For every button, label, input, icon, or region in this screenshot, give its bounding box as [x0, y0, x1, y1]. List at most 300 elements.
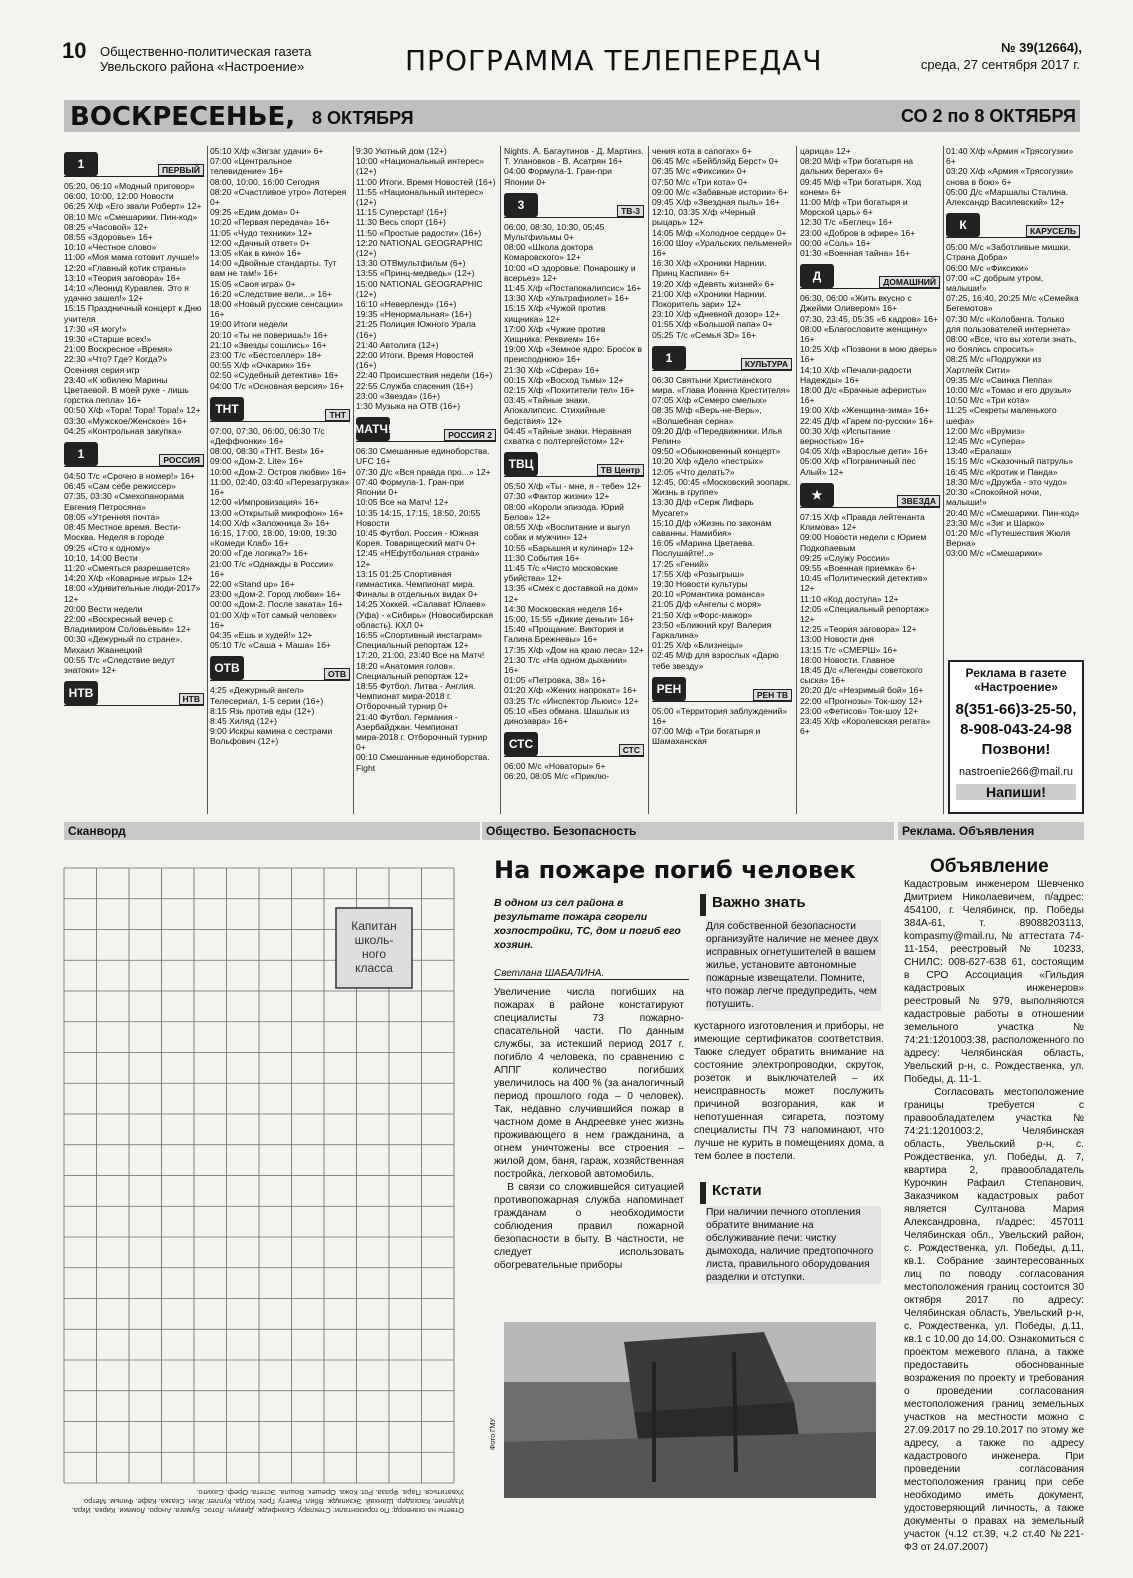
program-item: 13:40 «Ералаш» [946, 446, 1012, 457]
article-body-1: Увеличение числа погибших на пожарах в районе констатируют специалисты 73 пожарно-спасательной части. По данным службы, за истекший период 2017 г. погибло 4 человека, по сравнению с АППГ количество погибших увеличилось на 400 % (за аналогичный период прошлого года – 0 человек). Так, недавно случившийся пожар в частном доме в Андреевке унес жизнь проживающего в нем гражданина, а огнем уничтожены все строения – жилой дом, баня, гараж, хозяйственная постройка, легковой автомобиль. В связи со сложившейся ситуацией противопожарная служба напоминает гражданам о необходимости соблюдения правил пожарной безопасности в быту. В частности, не следует использовать обогревательные приборы [494, 987, 684, 1271]
program-item: 14:05 М/ф «Холодное сердце» 0+ [652, 227, 787, 238]
program-item: 04:45 «Тайные знаки. Неравная схватка с полтергейстом» 12+ [504, 425, 634, 447]
program-item: 22:30 «Что? Где? Когда?» Осенняя серия игр [64, 354, 170, 375]
program-item: 15:10 Д/ф «Жизнь по законам саванны. Намибия» [652, 517, 774, 538]
program-item: 10:00 «Национальный интерес» (12+) [356, 156, 487, 177]
ad-paper: «Настроение» [974, 680, 1058, 694]
program-item: 11:10 «Код доступа» 12+ [800, 593, 899, 604]
program-item: 02:45 М/ф для взрослых «Дарю тебе звезду» [652, 650, 782, 671]
ad-call: Позвони! [981, 741, 1051, 758]
channel-logo-icon: 1 [652, 346, 686, 370]
program-item: 00:00 «Дом-2. После заката» 16+ [210, 599, 343, 610]
page-title: ПРОГРАММА ТЕЛЕПЕРЕДАЧ [405, 44, 823, 77]
program-item: 22:00 «Прогнозы» Ток-шоу 12+ [800, 695, 924, 706]
program-item: 10:00 «О здоровье: Понарошку и всерьез» 12+ [504, 262, 639, 283]
ad-phone-1: 8(351-66)3-25-50, [955, 701, 1077, 718]
tv-column-5 [652, 146, 795, 814]
program-item: 09:25 «Едим дома» 0+ [210, 207, 300, 218]
notice-text: Кадастровым инженером Шевченко Дмитрием Николаевичем, п/адрес: 454100, г. Челябинск, пр. Победы 384А-61, т. 89088203113, kompasmy@mail.ru, № аттестата 74-11-154, реестровый № 10233, СНИЛС: 008-627-638 61, состоящим в СРО Ассоциация «Гильдия кадастровых инженеров» реестровый № 979, выполняются кадастровые работы в отношении земельного участка № 74:21:1201003:38, расположенного по адресу: Челябинская область, Увельский р-н, с. Рождественка, ул. Победы, д. 11-1. Согласовать местоположение границы требуется с правообладателем участка № 74:21:1201003:2, Челябинская область, Увельский р-н, с. Рождественка, ул. Победы, д. 7, квартира 2, правообладатель Курочкин Рафаил Степанович. Заказчиком кадастровых работ является Султанова Мария Александровна, п/адрес: 457011 Челябинская обл., Увельский район, с. Рождественка, ул. Победы, д.11, кв.1. Собрание заинтересованных лиц по поводу согласования местоположения границ состоится 30 октября 2017 по адресу: Челябинская область, Увельский р-н, с. Рождественка, ул. Победы, д.11, кв.1 с 10.00 до 14.00. Ознакомиться с проектом межевого плана, а также предоставить обоснованные возражения по проекту и требования о проведении согласования местоположения границ земельных участков на местности можно с 27.09.2017 по 29.10.2017 по этому же адресу, а также по адресу кадастрового инженера. При проведении согласования местоположения границ при себе необходимо иметь документ, удостоверяющий личность, а также документы о правах на земельный участок (ч.12 ст.39, ч.2 ст.40 №221-ФЗ от 24.07.2007) [904, 879, 1084, 1553]
program-item: 03:30 «Мужское/Женское» 16+ [64, 415, 187, 426]
program-item: 14:20 Х/ф «Коварные игры» 12+ [64, 573, 193, 584]
program-item: 13:55 «Принц-медведь» (12+) [356, 268, 475, 279]
program-item: 09:55 «Военная приемка» 6+ [800, 562, 916, 573]
program-item: 09:25 «Служу России» [800, 552, 890, 563]
channel-header [504, 450, 644, 477]
program-item: 11:55 «Национальный интерес» (12+) [356, 186, 486, 208]
program-item: 11:50 «Простые радости» (16+) [356, 227, 482, 238]
program-item: 23:00 Т/с «Бестселлер» 18+ [210, 350, 322, 361]
ad-title: Реклама в газете [965, 666, 1067, 680]
program-item: 09:00 «Дом-2. Lite» 16+ [210, 456, 304, 467]
day-name: ВОСКРЕСЕНЬЕ, [70, 102, 296, 132]
channel-header [64, 440, 204, 467]
channel-logo-icon: НТВ [64, 681, 98, 705]
program-item: 13:05 «Как в кино» 16+ [210, 248, 302, 259]
program-item: 16:05 «Марина Цветаева. Послушайте!..» [652, 538, 757, 559]
program-item: 15:15 Праздничный концерт к Дню учителя [64, 303, 204, 324]
channel-logo-icon: Д [800, 264, 834, 288]
program-item: 05:00 Х/ф «Пограничный пес Алый» 12+ [800, 456, 919, 477]
program-item: 07:00 «Центральное телевидение» 16+ [210, 156, 295, 177]
program-item: 06:45 «Сам себе режиссер» [64, 481, 176, 492]
program-item: 19:30 Новости культуры [652, 578, 748, 589]
program-item: 22:40 Происшествия недели (16+) [356, 370, 493, 381]
program-item: 19:35 «Ненормальная» (16+) [356, 309, 472, 320]
program-item: 10:35 14:15, 17:15, 18:50, 20:55 Новости [356, 507, 483, 528]
program-item: 05:10 Т/с «Саша + Маша» 16+ [210, 640, 331, 651]
program-item: 9:00 Искры камина с сестрами Вольфович (12+) [210, 726, 335, 747]
program-item: 10:20 «Первая передача» 16+ [210, 217, 331, 228]
channel-header [504, 730, 644, 757]
program-item: 00:50 Х/ф «Тора! Тора! Тора!» 12+ [64, 405, 201, 416]
program-item: 23:00 «Добров в эфире» 16+ [800, 227, 916, 238]
program-item: 19:00 Итоги недели [210, 319, 288, 330]
important-marker [700, 894, 706, 916]
program-item: 11:30 События 16+ [504, 552, 580, 563]
article-body-2: кустарного изготовления и приборы, не имеющие сертификатов соответствия. Также следует обратить внимание на состояние электропроводки, скруток, розеток и выключателей – их неисправность может послужить причиной возгорания, как и непотушенная сигарета, поэтому специалисты ПЧ 73 напоминают, что лучше не курить в помещениях дома, а тем более в постели. [694, 1021, 884, 1162]
program-item: 06:00 М/с «Фиксики» [946, 262, 1029, 273]
week-range: СО 2 по 8 ОКТЯБРЯ [900, 106, 1076, 126]
program-item: 06:00, 10:00, 12:00 Новости [64, 191, 174, 202]
program-item: 03:25 Т/с «Инспектор Льюис» 12+ [504, 695, 639, 706]
program-item: 04:35 «Ешь и худей!» 12+ [210, 629, 313, 640]
program-item: 08:00, 08:30 «ТНТ. Best» 16+ [210, 446, 325, 457]
program-item: 01:05 «Петровка, 38» 16+ [504, 675, 607, 686]
program-item: 21:40 Футбол. Германия - Азербайджан. Чемпионат мира-2018 г. Отборочный турнир 0+ [356, 711, 490, 753]
channel-logo-icon: ТВЦ [504, 452, 538, 476]
program-item: 08:25 «Часовой» 12+ [64, 221, 149, 232]
ad-email[interactable]: nastroenie266@mail.ru [959, 766, 1073, 778]
channel-name: ПЕРВЫЙ [158, 164, 204, 176]
channel-logo-icon: РЕН [652, 677, 686, 701]
fire-photo [504, 1322, 876, 1498]
program-item: 12:25 «Теория заговора» 12+ [800, 624, 917, 635]
program-item: 07:30, 23:45, 05:35 «6 кадров» 16+ [800, 313, 939, 324]
program-item: 10:10 «Честное слово» [64, 242, 157, 253]
program-item: 15:00, 15:55 «Дикие деньги» 16+ [504, 613, 634, 624]
program-item: 17:30 «Я могу!» [64, 323, 127, 334]
program-item: 20:00 Вести недели [64, 603, 143, 614]
important-text: Для собственной безопасности организуйте наличие не менее двух исправных огнетушителей в вашем жилье, установите автономные пожарные извещатели. Помните, что пожар легче предупредить, чем потушить. [706, 920, 881, 1011]
program-item: царица» 12+ [800, 146, 851, 156]
program-item: 17:20, 21:00, 23:40 Все на Матч! [356, 650, 485, 661]
program-item: 22:00 «Stand up» 16+ [210, 578, 295, 589]
program-item: 07:50 М/с «Три кота» 0+ [652, 176, 748, 187]
channel-name: ТВ-3 [617, 205, 644, 217]
program-item: 14:00 Х/ф «Заложница 3» 16+ [210, 517, 330, 528]
program-item: Nights. А. Багаутинов - Д. Мартинз. Т. Улановков - В. Асатрян 16+ [504, 146, 646, 167]
program-item: 08:00 «Все, что вы хотели знать, но боялись спросить» [946, 334, 1079, 355]
program-item: 09:00 Новости недели с Юрием Подкопаевым [800, 532, 929, 553]
channel-header [356, 415, 496, 442]
channel-logo-icon: ТНТ [210, 397, 244, 421]
program-item: 23:00 «Фетисов» Ток-шоу 12+ [800, 705, 919, 716]
program-item: 13:15 Т/с «СМЕРШ» 16+ [800, 644, 898, 655]
program-item: 05:50 Х/ф «Ты - мне, я - тебе» 12+ [504, 481, 642, 492]
channel-header [946, 211, 1080, 238]
program-item: 02:15 Х/ф «Похитители тел» 16+ [504, 385, 635, 396]
ad-phones [950, 700, 1082, 760]
program-item: 10:55 «Барышня и кулинар» 12+ [504, 542, 634, 553]
program-item: 08:55 «Здоровье» 16+ [64, 232, 153, 243]
program-item: 18:30 М/с «Дружба - это чудо» [946, 476, 1068, 487]
channel-name: КУЛЬТУРА [741, 358, 792, 370]
program-item: 07:30 Д/с «Вся правда про...» 12+ [356, 466, 491, 477]
program-item: 13:30 ОТВмультфильм (6+) [356, 258, 466, 269]
program-item: 11:30 Весь спорт (16+) [356, 217, 446, 228]
program-item: 15:40 «Прощание. Виктория и Галина Брежневы» 16+ [504, 624, 627, 645]
channel-name: РЕН ТВ [753, 689, 792, 701]
ad-cta: Напиши! [956, 784, 1076, 800]
program-item: 01:40 Х/ф «Армия «Трясогузки» 6+ [946, 146, 1076, 167]
program-item: 05:10 Х/ф «Зигзаг удачи» 6+ [210, 146, 324, 156]
column-divider [353, 146, 354, 814]
program-item: 11:45 Х/ф «Постапокалипсис» 16+ [504, 283, 642, 294]
program-item: 06:45 М/с «Бейблэйд Берст» 0+ [652, 156, 779, 167]
program-item: 09:35 М/с «Свинка Пеппа» [946, 374, 1053, 385]
program-item: 20:10 «Ты не поверишь!» 16+ [210, 329, 328, 340]
program-item: 19:00 Х/ф «Земное ядро: Бросок в преисподнюю» 16+ [504, 344, 645, 365]
scanword-answers: Ответы на сканворд: По горизонтали: Стекляру. Сканфидж. Дивиун. Лотос. Бумага. Аноро. Ломаки. Кирка. Икра. Изделие. Каскадер. Шанхай. Экзипадж. Вбил. Ракету. Грех. Когда. Куплет. Жан. Сказка. Кафе. Фильм. Метро. Ухватиться. Пара. Фраза. Рот. Кожа. Орешек. Вошла. Эстета. Ореф. Сахито. [71, 1488, 464, 1515]
program-item: 8:15 Язь против еды (12+) [210, 705, 315, 716]
program-item: 9:30 Уютный дом (12+) [356, 146, 447, 156]
program-item: 01:20 М/с «Путешествия Жюля Верна» [946, 527, 1073, 549]
program-item: 07:30 М/с «Колобанга. Только для пользователей интернета» [946, 313, 1071, 334]
program-item: 23:00 «Звезда» (16+) [356, 390, 440, 401]
program-item: 20:40 М/с «Смешарики. Пин-код» [946, 507, 1080, 518]
channel-logo-icon: ★ [800, 483, 834, 507]
channel-name: НТВ [179, 693, 204, 705]
program-item: 16:55 «Спортивный инстаграм» Специальный репортаж 12+ [356, 629, 485, 651]
program-item: 06:30 Святыни Христианского мира. «Глава Иоанна Крестителя» [652, 374, 791, 396]
program-item: 13:30 Д/ф «Серж Лифарь Мусагет» [652, 497, 757, 518]
channel-logo-icon: 3 [504, 193, 538, 217]
program-item: 21:30 Х/ф «Сфера» 16+ [504, 364, 600, 375]
program-item: 19:20 Х/ф «Девять жизней» 6+ [652, 278, 775, 289]
program-item: 23:00 «Дом-2. Город любви» 16+ [210, 589, 341, 600]
program-item: 01:25 Х/ф «Близнецы» [652, 640, 743, 651]
channel-logo-icon: СТС [504, 732, 538, 756]
issue-number: № 39(12664), [1001, 40, 1082, 55]
channel-logo-icon: 1 [64, 152, 98, 176]
channel-logo-icon: К [946, 213, 980, 237]
program-item: 21:00 Т/с «Однажды в России» 16+ [210, 558, 336, 579]
program-item: 07:40 Формула-1. Гран-при Японии 0+ [356, 476, 467, 498]
program-item: 07:00 М/ф «Три богатыря и Шамаханская [652, 726, 763, 747]
program-item: 21:05 Д/ф «Ангелы с моря» [652, 599, 762, 610]
program-item: 1:30 Музыка на ОТВ (16+) [356, 401, 461, 412]
program-item: 11:20 «Смеяться разрешается» [64, 562, 191, 573]
channel-header [800, 481, 940, 508]
notice-title: Объявление [930, 856, 1049, 877]
program-item: 21:00 Х/ф «Хроники Нарнии. Покоритель зари» 12+ [652, 288, 769, 310]
program-item: 16:10 «Неверленд» (16+) [356, 299, 457, 310]
program-item: 15:00 NATIONAL GEOGRAPHIC (12+) [356, 278, 485, 299]
program-item: 00:55 Т/с «Следствие ведут знатоки» 12+ [64, 654, 178, 675]
program-item: 01:20 Х/ф «Жених напрокат» 16+ [504, 685, 638, 696]
program-item: 06:30 Смешанные единоборства. UFC 16+ [356, 446, 492, 467]
kstati-title: Кстати [712, 1182, 762, 1199]
program-item: 12:05 «Специальный репортаж» 12+ [800, 603, 932, 624]
program-item: 21:30 Т/с «На одном дыхании» 16+ [504, 654, 630, 675]
program-item: 11:25 «Секреты маленького шефа» [946, 405, 1060, 426]
tv-column-7 [946, 146, 1080, 656]
program-item: 17:55 Х/ф «Розыгрыш» [652, 568, 745, 579]
article-author: Светлана ШАБАЛИНА. [494, 968, 689, 980]
program-item: 22:00 «Воскресный вечер с Владимиром Соловьевым» 12+ [64, 613, 191, 635]
tv-column-2 [210, 146, 350, 814]
channel-logo-icon: 1 [64, 442, 98, 466]
program-item: 05:10 «Без обмана. Шашлык из динозавра» 16+ [504, 705, 632, 726]
channel-header [652, 675, 792, 702]
program-item: 11:45 Т/с «Чисто московские убийства» 12+ [504, 562, 621, 584]
program-item: 4:25 «Дежурный ангел» Телесериал, 1-5 серии (16+) [210, 685, 324, 706]
paper-name-line-1: Общественно-политическая газета [100, 44, 312, 59]
kstati-text: При наличии печного отопления обратите внимание на обслуживание печи: чистку дымохода, наличие предтопочного листа, правильного оборудования разделки и отступки. [706, 1206, 881, 1284]
program-item: 16:00 Шоу «Уральских пельменей» 16+ [652, 237, 795, 259]
program-item: 21:10 «Звезды сошлись» 16+ [210, 339, 327, 350]
program-item: 12:45 «НЕфутбольная страна» 12+ [356, 548, 482, 569]
program-item: 18:55 Футбол. Литва - Англия. Чемпионат мира-2018 г. Отборочный турнир 0+ [356, 680, 478, 712]
channel-header [64, 150, 204, 177]
program-item: 20:00 «Где логика?» 16+ [210, 548, 309, 559]
program-item: 10:25 Х/ф «Позвони в мою дверь» 16+ [800, 344, 940, 365]
program-item: 12:00 «Импровизация» 16+ [210, 497, 320, 508]
program-item: 04:25 «Контрольная закупка» [64, 425, 182, 436]
program-item: 14:10 Х/ф «Печали-радости Надежды» 16+ [800, 364, 914, 385]
program-item: 11:00 Итоги. Время Новостей (16+) [356, 176, 496, 187]
program-item: 03:20 Х/ф «Армия «Трясогузки» снова в бою» 6+ [946, 166, 1076, 187]
program-item: 01:00 Х/ф «Тот самый человек» 16+ [210, 609, 340, 630]
program-item: 07:05 Х/ф «Семеро смелых» [652, 395, 767, 406]
program-item: 13:35 «Смех с доставкой на дом» 12+ [504, 583, 641, 604]
program-item: 08:45 Местное время. Вести-Москва. Неделя в городе [64, 522, 181, 543]
tv-column-6 [800, 146, 940, 814]
program-item: 18:00 «Удивительные люди-2017» 12+ [64, 583, 203, 604]
program-item: 22:45 Д/ф «Гарем по-русски» 16+ [800, 415, 934, 426]
program-item: 05:00 Д/с «Маршалы Сталина. Александр Василевский» 12+ [946, 186, 1071, 208]
program-item: 12:45 М/с «Супера» [946, 436, 1026, 447]
program-item: 12:05 «Что делать?» [652, 466, 735, 477]
program-item: 03:00 М/с «Смешарики» [946, 548, 1043, 559]
program-item: 07:00, 07:30, 06:00, 06:30 Т/с «Деффчонки» 16+ [210, 425, 328, 447]
channel-header [210, 395, 350, 422]
program-item: 08:00 «Короли эпизода. Юрий Белов» 12+ [504, 501, 627, 522]
page-number: 10 [62, 38, 87, 63]
program-item: 18:00 «Новый русские сенсации» 16+ [210, 299, 346, 320]
column-divider [796, 146, 797, 814]
channel-name: КАРУСЕЛЬ [1026, 225, 1080, 237]
program-item: 8:45 Хиляд (12+) [210, 715, 278, 726]
issue-date: среда, 27 сентября 2017 г. [920, 57, 1080, 72]
program-item: 18:20 «Анатомия голов». Специальный репортаж 12+ [356, 660, 469, 681]
channel-name: РОССИЯ [159, 454, 204, 466]
program-item: 11:15 Суперстар! (16+) [356, 207, 447, 218]
program-item: 10:05 Все на Матч! 12+ [356, 497, 449, 508]
scanword-grid [64, 868, 454, 1483]
program-item: 00:30 Х/ф «Испытание верностью» 16+ [800, 425, 893, 447]
program-item: 23:40 «К юбилею Марины Цветаевой. В моей руке - лишь горстка пепла» 16+ [64, 374, 192, 406]
program-item: 09:20 Д/ф «Передвижники. Илья Репин» [652, 425, 785, 447]
day-date: 8 ОКТЯБРЯ [312, 108, 414, 128]
program-item: 02:50 «Судебный детектив» 16+ [210, 370, 339, 381]
channel-logo-icon: ОТВ [210, 656, 244, 680]
program-item: 16:15, 17:00, 18:00, 19:00, 19:30 «Комеди Клаб» 16+ [210, 527, 340, 549]
program-item: 04:50 Т/с «Срочно в номер!» 16+ [64, 471, 196, 482]
channel-header [210, 654, 350, 681]
channel-logo-icon: МАТЧ! [356, 417, 390, 441]
program-item: 01:30 «Военная тайна» 16+ [800, 248, 910, 259]
newspaper-ad [948, 660, 1084, 814]
program-item: 19:00 Х/ф «Женщина-зима» 16+ [800, 405, 930, 416]
program-item: 06:00, 08:30, 10:30, 05:45 Мультфильмы 0+ [504, 221, 607, 243]
channel-header [64, 679, 204, 706]
program-item: 12:10, 03:35 Х/ф «Черный рыцарь» 12+ [652, 207, 758, 228]
program-item: 14:30 Московская неделя 16+ [504, 603, 623, 614]
program-item: 11:00, 02:40, 03:40 «Перезагрузка» 16+ [210, 476, 352, 498]
program-item: 13:00 «Открытый микрофон» 16+ [210, 507, 344, 518]
program-item: 21:25 Полиция Южного Урала (16+) [356, 319, 479, 340]
program-item: 18:45 Д/с «Легенды советского сыска» 16+ [800, 664, 926, 686]
program-item: 05:00 «Территория заблуждений» 16+ [652, 705, 790, 726]
program-item: 08:25 М/с «Подружки из Хартлейк Сити» [946, 354, 1044, 375]
program-item: 08:35 М/ф «Верь-не-Верь», «Волшебная серна» [652, 405, 765, 426]
channel-name: ДОМАШНИЙ [879, 276, 940, 288]
program-item: 08:55 Х/ф «Воспитание и выгул собак и мужчин» 12+ [504, 522, 633, 543]
program-item: 07:30 «Фактор жизни» 12+ [504, 491, 610, 502]
kstati-marker [700, 1182, 706, 1204]
program-item: 07:15 Х/ф «Правда лейтенанта Климова» 12+ [800, 511, 928, 533]
program-item: 12:20 «Главный котик страны» [64, 262, 187, 273]
program-item: 11:05 «Чудо техники» 12+ [210, 227, 313, 238]
program-item: 14:00 «Двойные стандарты. Тут вам не там!» 16+ [210, 258, 339, 279]
program-item: 07:35, 03:30 «Смехопанорама Евгения Петросяна» [64, 491, 187, 512]
program-item: 22:00 Итоги. Время Новостей (16+) [356, 350, 476, 371]
program-item: 22:55 Служба спасения (16+) [356, 380, 473, 391]
program-item: 19:30 «Старше всех!» [64, 334, 152, 345]
program-item: 12:00 М/с «Врумиз» [946, 425, 1025, 436]
program-item: 13:15 01:25 Спортивная гимнастика. Чемпионат мира. Финалы в отдельных видах 0+ [356, 568, 478, 600]
article-lead: В одном из сел района в результате пожара сгорели хозпостройки, ТС, дом и погиб его хозяин. [494, 897, 681, 951]
channel-name: ЗВЕЗДА [897, 495, 940, 507]
program-item: 10:50 М/с «Три кота» [946, 395, 1030, 406]
program-item: 05:25 Т/с «Семья 3D» 16+ [652, 329, 757, 340]
program-item: 07:25, 16:40, 20:25 М/с «Семейка Бегемотов» [946, 293, 1082, 314]
program-item: 10:45 «Политический детектив» 12+ [800, 573, 930, 594]
program-item: 06:30, 06:00 «Жить вкусно с Джейми Оливером» 16+ [800, 293, 915, 314]
program-item: 13:10 «Теория заговора» 16+ [64, 272, 181, 283]
channel-header [652, 344, 792, 371]
program-item: 04:00 Формула-1. Гран-при Японии 0+ [504, 166, 615, 187]
scanword-clue-text: Капитан школь-ного класса [351, 919, 397, 975]
program-item: 20:10 «Романтика романса» [652, 589, 765, 600]
program-item: 23:10 Х/ф «Дневной дозор» 12+ [652, 309, 780, 320]
program-item: 21:50 Х/ф «Форс-мажор» [652, 609, 753, 620]
channel-header [800, 262, 940, 289]
program-item: 08:20 «Счастливое утро» Лотерея 0+ [210, 186, 349, 208]
program-item: 11:00 «Моя мама готовит лучше!» [64, 252, 200, 263]
program-item: 11:00 М/ф «Три богатыря и Морской царь» 6+ [800, 197, 911, 218]
program-item: 03:45 «Тайные знаки. Апокалипсис. Стихийные бедствия» 12+ [504, 395, 608, 426]
column-divider [648, 146, 649, 814]
program-item: 20:20 Д/с «Незримый бой» 16+ [800, 685, 924, 696]
program-item: 06:00 М/с «Новаторы» 6+ [504, 761, 606, 772]
program-item: чения кота в сапогах» 6+ [652, 146, 752, 156]
program-item: 06:25 Х/ф «Его звали Роберт» 12+ [64, 201, 202, 212]
program-item: 01:55 Х/ф «Большой папа» 0+ [652, 319, 773, 330]
ad-phone-2: 8-908-043-24-98 [960, 721, 1072, 738]
program-item: 08:20 М/ф «Три богатыря на дальних берегах» 6+ [800, 156, 916, 177]
channel-name: РОССИЯ 2 [444, 429, 496, 441]
program-item: 17:25 «Гений» [652, 558, 709, 569]
program-item: 00:10 Смешанные единоборства. Fight [356, 752, 492, 773]
article-title: На пожаре погиб человек [494, 856, 856, 884]
program-item: 16:45 М/с «Кротик и Панда» [946, 466, 1058, 477]
program-item: 08:10 М/с «Смешарики. Пин-код» [64, 211, 198, 222]
program-item: 14:10 «Леонид Куравлев. Это я удачно зашел!» 12+ [64, 283, 192, 304]
program-item: 05:20, 06:10 «Модный приговор» [64, 181, 195, 191]
program-item: 07:00 «С добрым утром, малыши!» [946, 272, 1046, 294]
tv-column-4 [504, 146, 644, 814]
section-scanword: Сканворд [64, 822, 480, 840]
program-item: 04:05 Х/ф «Взрослые дети» 16+ [800, 446, 929, 457]
column-divider [500, 146, 501, 814]
program-item: 04:00 Т/с «Основная версия» 16+ [210, 380, 345, 391]
program-item: 18:00 Д/с «Брачные аферисты» 16+ [800, 385, 929, 406]
program-item: 08:00 «Школа доктора Комаровского» 12+ [504, 242, 596, 263]
program-item: 20:30 «Спокойной ночи, малыши!» [946, 487, 1044, 508]
program-item: 23:45 Х/ф «Королевская регата» 6+ [800, 715, 933, 737]
program-item: 23:30 М/с «Зиг и Шарко» [946, 517, 1045, 528]
program-item: 10:45 Футбол. Россия - Южная Корея. Товарищеский матч 0+ [356, 527, 481, 549]
program-item: 12:00 «Дачный ответ» 0+ [210, 237, 311, 248]
channel-name: ТНТ [325, 409, 350, 421]
program-item: 17:00 Х/ф «Чужие против Хищника: Реквием» 16+ [504, 323, 608, 345]
program-item: 09:50 «Обыкновенный концерт» [652, 446, 781, 457]
section-safety: Общество. Безопасность [482, 822, 894, 840]
program-item: 12:20 NATIONAL GEOGRAPHIC (12+) [356, 237, 485, 259]
program-item: 06:20, 08:05 М/с «Приклю- [504, 771, 610, 782]
channel-name: ТВ Центр [597, 464, 644, 476]
program-item: 15:15 Х/ф «Чужой против хищника» 12+ [504, 303, 608, 324]
program-item: 10:10, 14:00 Вести [64, 552, 138, 563]
program-item: 07:35 М/с «Фиксики» 0+ [652, 166, 747, 177]
program-item: 09:45 Х/ф «Звездная пыль» 16+ [652, 197, 780, 208]
program-item: 12:30 Т/с «Беглец» 16+ [800, 217, 893, 228]
program-item: 16:30 Х/ф «Хроники Нарнии. Принц Каспиан» 6+ [652, 258, 769, 279]
program-item: 23:50 «Ближний круг Валерия Гаркалина» [652, 619, 774, 640]
program-item: 10:00 М/с «Томас и его друзья» [946, 385, 1072, 396]
